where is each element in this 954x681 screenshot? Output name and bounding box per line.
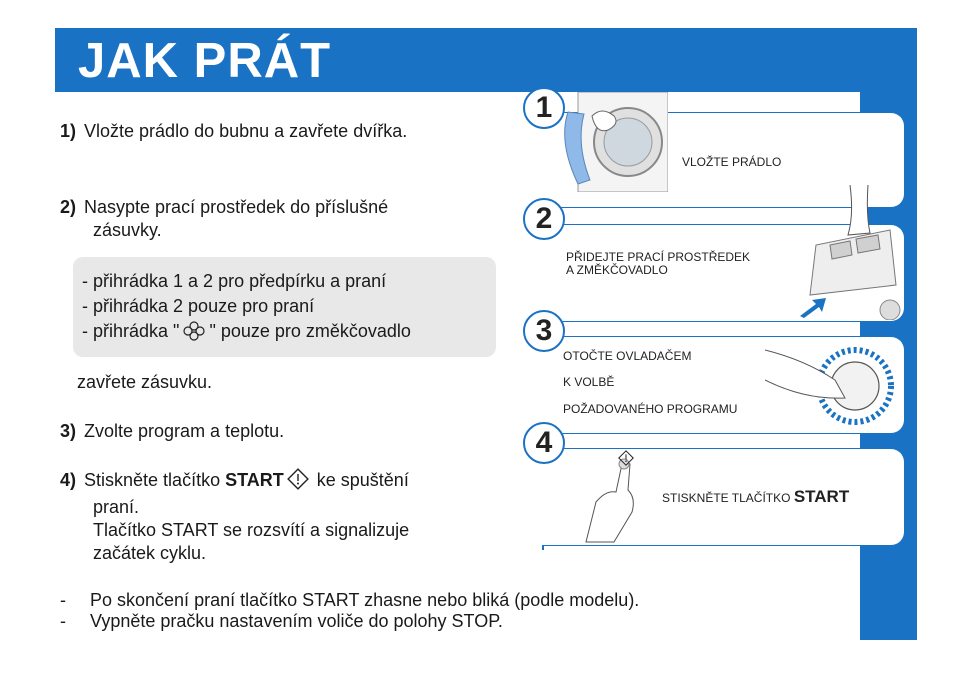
step-4-line4: začátek cyklu.	[93, 543, 207, 563]
panel-4-start: START	[793, 487, 850, 506]
close-drawer-text: zavřete zásuvku.	[77, 372, 213, 392]
step-circle-2: 2	[523, 198, 565, 240]
panel-1-label: VLOŽTE PRÁDLO	[682, 155, 782, 169]
step-2-number: 2)	[60, 197, 77, 217]
note-2-dash: -	[60, 611, 66, 631]
panel-2-label-2: A ZMĚKČOVADLO	[566, 263, 668, 277]
note-1-dash: -	[60, 590, 66, 610]
step-1-text: Vložte prádlo do bubnu a zavřete dvířka.	[84, 121, 408, 141]
step-4-line2: praní.	[93, 497, 140, 517]
step-4	[60, 468, 409, 565]
panel-2-label-1: PŘIDEJTE PRACÍ PROSTŘEDEK	[566, 250, 751, 264]
arrow-icon	[798, 296, 828, 323]
step-4-post: ke spuštění	[311, 470, 409, 490]
step-4-line3: Tlačítko START se rozsvítí a signalizuje	[93, 520, 410, 540]
program-dial-illustration	[765, 340, 895, 435]
step-3-text: Zvolte program a teplotu.	[84, 421, 285, 441]
note-1-text: Po skončení praní tlačítko START zhasne nebo bliká (podle modelu).	[90, 590, 640, 610]
compartment-3-post: " pouze pro změkčovadlo	[209, 321, 411, 341]
step-4-start: START	[225, 470, 284, 490]
panel-4-label-text: STISKNĚTE TLAČÍTKO	[662, 491, 794, 505]
panel-4-label	[662, 487, 850, 506]
note-1	[60, 590, 639, 610]
compartment-3	[82, 320, 411, 346]
panel-3-label-1: OTOČTE OVLADAČEM	[563, 349, 692, 363]
note-2-text: Vypněte pračku nastavením voliče do polohy STOP.	[90, 611, 503, 631]
step-1	[60, 120, 407, 143]
start-button-icon	[287, 468, 309, 496]
step-3-number: 3)	[60, 421, 77, 441]
compartment-1: - přihrádka 1 a 2 pro předpírku a praní	[82, 271, 387, 291]
step-4-pre: Stiskněte tlačítko	[84, 470, 226, 490]
step-circle-1: 1	[523, 87, 565, 129]
compartment-3-pre: - přihrádka "	[82, 321, 180, 341]
step-2-line2: zásuvky.	[93, 220, 162, 240]
washing-machine-illustration	[548, 92, 668, 197]
start-button-icon	[618, 450, 634, 471]
step-2	[60, 196, 388, 242]
page-title: JAK PRÁT	[78, 34, 332, 88]
step-3	[60, 420, 284, 443]
step-circle-4: 4	[523, 422, 565, 464]
note-2	[60, 611, 503, 631]
compartment-2: - přihrádka 2 pouze pro praní	[82, 296, 315, 316]
step-2-line1: Nasypte prací prostředek do příslušné	[84, 197, 389, 217]
step-4-number: 4)	[60, 470, 77, 490]
step-circle-3: 3	[523, 310, 565, 352]
panel-3-label-3: POŽADOVANÉHO PROGRAMU	[563, 402, 738, 416]
panel-3-label-2: K VOLBĚ	[563, 375, 615, 389]
step-1-number: 1)	[60, 121, 77, 141]
flower-softener-icon	[183, 321, 205, 346]
